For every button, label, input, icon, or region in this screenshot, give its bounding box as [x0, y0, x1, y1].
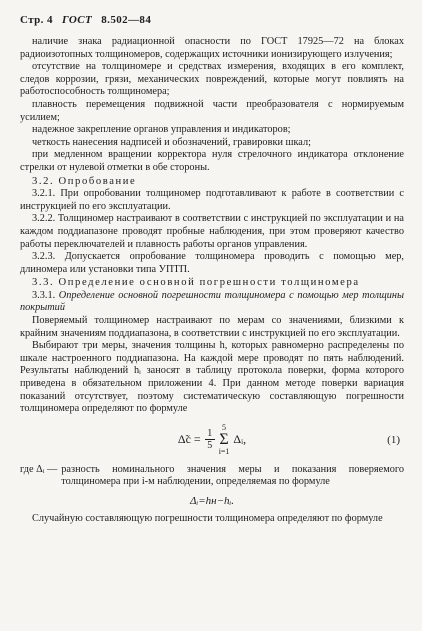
subsection-title: Определение основной погрешности толщиномера с помощью мер толщины покрытий [20, 289, 404, 314]
check-item: надежное закрепление органов управления и индикаторов; [32, 124, 291, 136]
paragraph: 3.2.2. Толщиномер настраивают в соответствии с инструкцией по эксплуатации и на каждом поддиапазоне проводят пробные наблюдения, при этом проверяют качество работы переключателей и плавность работы органов управления. [20, 213, 404, 250]
check-item: наличие знака радиационной опасности по ГОСТ 17925—72 на блоках радиоизотопных толщиномеров, содержащих источники ионизирующего излучения; [20, 36, 404, 60]
definition-label: где Δᵢ — [20, 463, 58, 475]
formula-1 [20, 420, 404, 460]
definition [20, 464, 404, 489]
page-number: Стр. 4 [20, 14, 53, 26]
check-item: при медленном вращении корректора нуля стрелочного индикатора отклонение стрелки от нулевой отметки в обе стороны. [20, 149, 404, 173]
paragraph: 3.2.1. При опробовании толщиномер подготавливают к работе в соответствии с инструкцией по его эксплуатации. [20, 188, 404, 212]
formula-fraction: $\frac{1}{5}$ [205, 428, 215, 451]
subsection-number: 3.3.1. [32, 289, 56, 301]
section-heading: 3.2. Опробование [32, 175, 137, 187]
formula-term: Δᵢ, [233, 432, 247, 447]
check-item: четкость нанесения надписей и обозначений, гравировки шкал; [32, 136, 311, 148]
paragraph: Случайную составляющую погрешности толщиномера определяют по формуле [32, 513, 383, 524]
page-header [20, 14, 404, 26]
formula-2: Δᵢ=hн−hᵢ. [190, 495, 234, 507]
standard-label: ГОСТ [62, 14, 93, 26]
formula-number: (1) [387, 433, 400, 446]
paragraph: Поверяемый толщиномер настраивают по мерам со значениями, близкими к крайним значениям поддиапазона, в соответствии с инструкцией по его эксплуатации. [20, 315, 404, 339]
definition-text: разность номинального значения меры и показания поверяемого толщиномера при i-м наблюдении, определяемая по формуле [61, 463, 404, 488]
sum-symbol: 5 Σ i=1 [218, 422, 230, 456]
subsection-heading [20, 290, 404, 315]
check-item: плавность перемещения подвижной части преобразователя с нормируемым усилием; [20, 98, 404, 123]
check-item: отсутствие на толщиномере и средствах измерения, входящих в его комплект, следов коррозии, грязи, механических повреждений, которые могут повлиять на работоспособность толщиномера; [20, 61, 404, 98]
section-heading: 3.3. Определение основной погрешности толщиномера [32, 277, 360, 289]
paragraph: 3.2.3. Допускается опробование толщиномера проводить с помощью мер, длиномера или установки типа УПТП. [20, 251, 404, 275]
standard-code: 8.502—84 [101, 14, 152, 26]
formula-lhs: Δ̃с = [177, 432, 201, 447]
paragraph: Выбирают три меры, значения толщины h, которых равномерно распределены по шкале настроенного поддиапазона. На каждой мере проводят по пять наблюдений. Результаты наблюдений hᵢ заносят в таблицу протокола поверки, форма которого приведена в обязательном приложении 4. При данном методе поверки вариация показаний отсутствует, поэтому систематическую составляющую погрешности толщиномера определяют по формуле [20, 340, 404, 415]
